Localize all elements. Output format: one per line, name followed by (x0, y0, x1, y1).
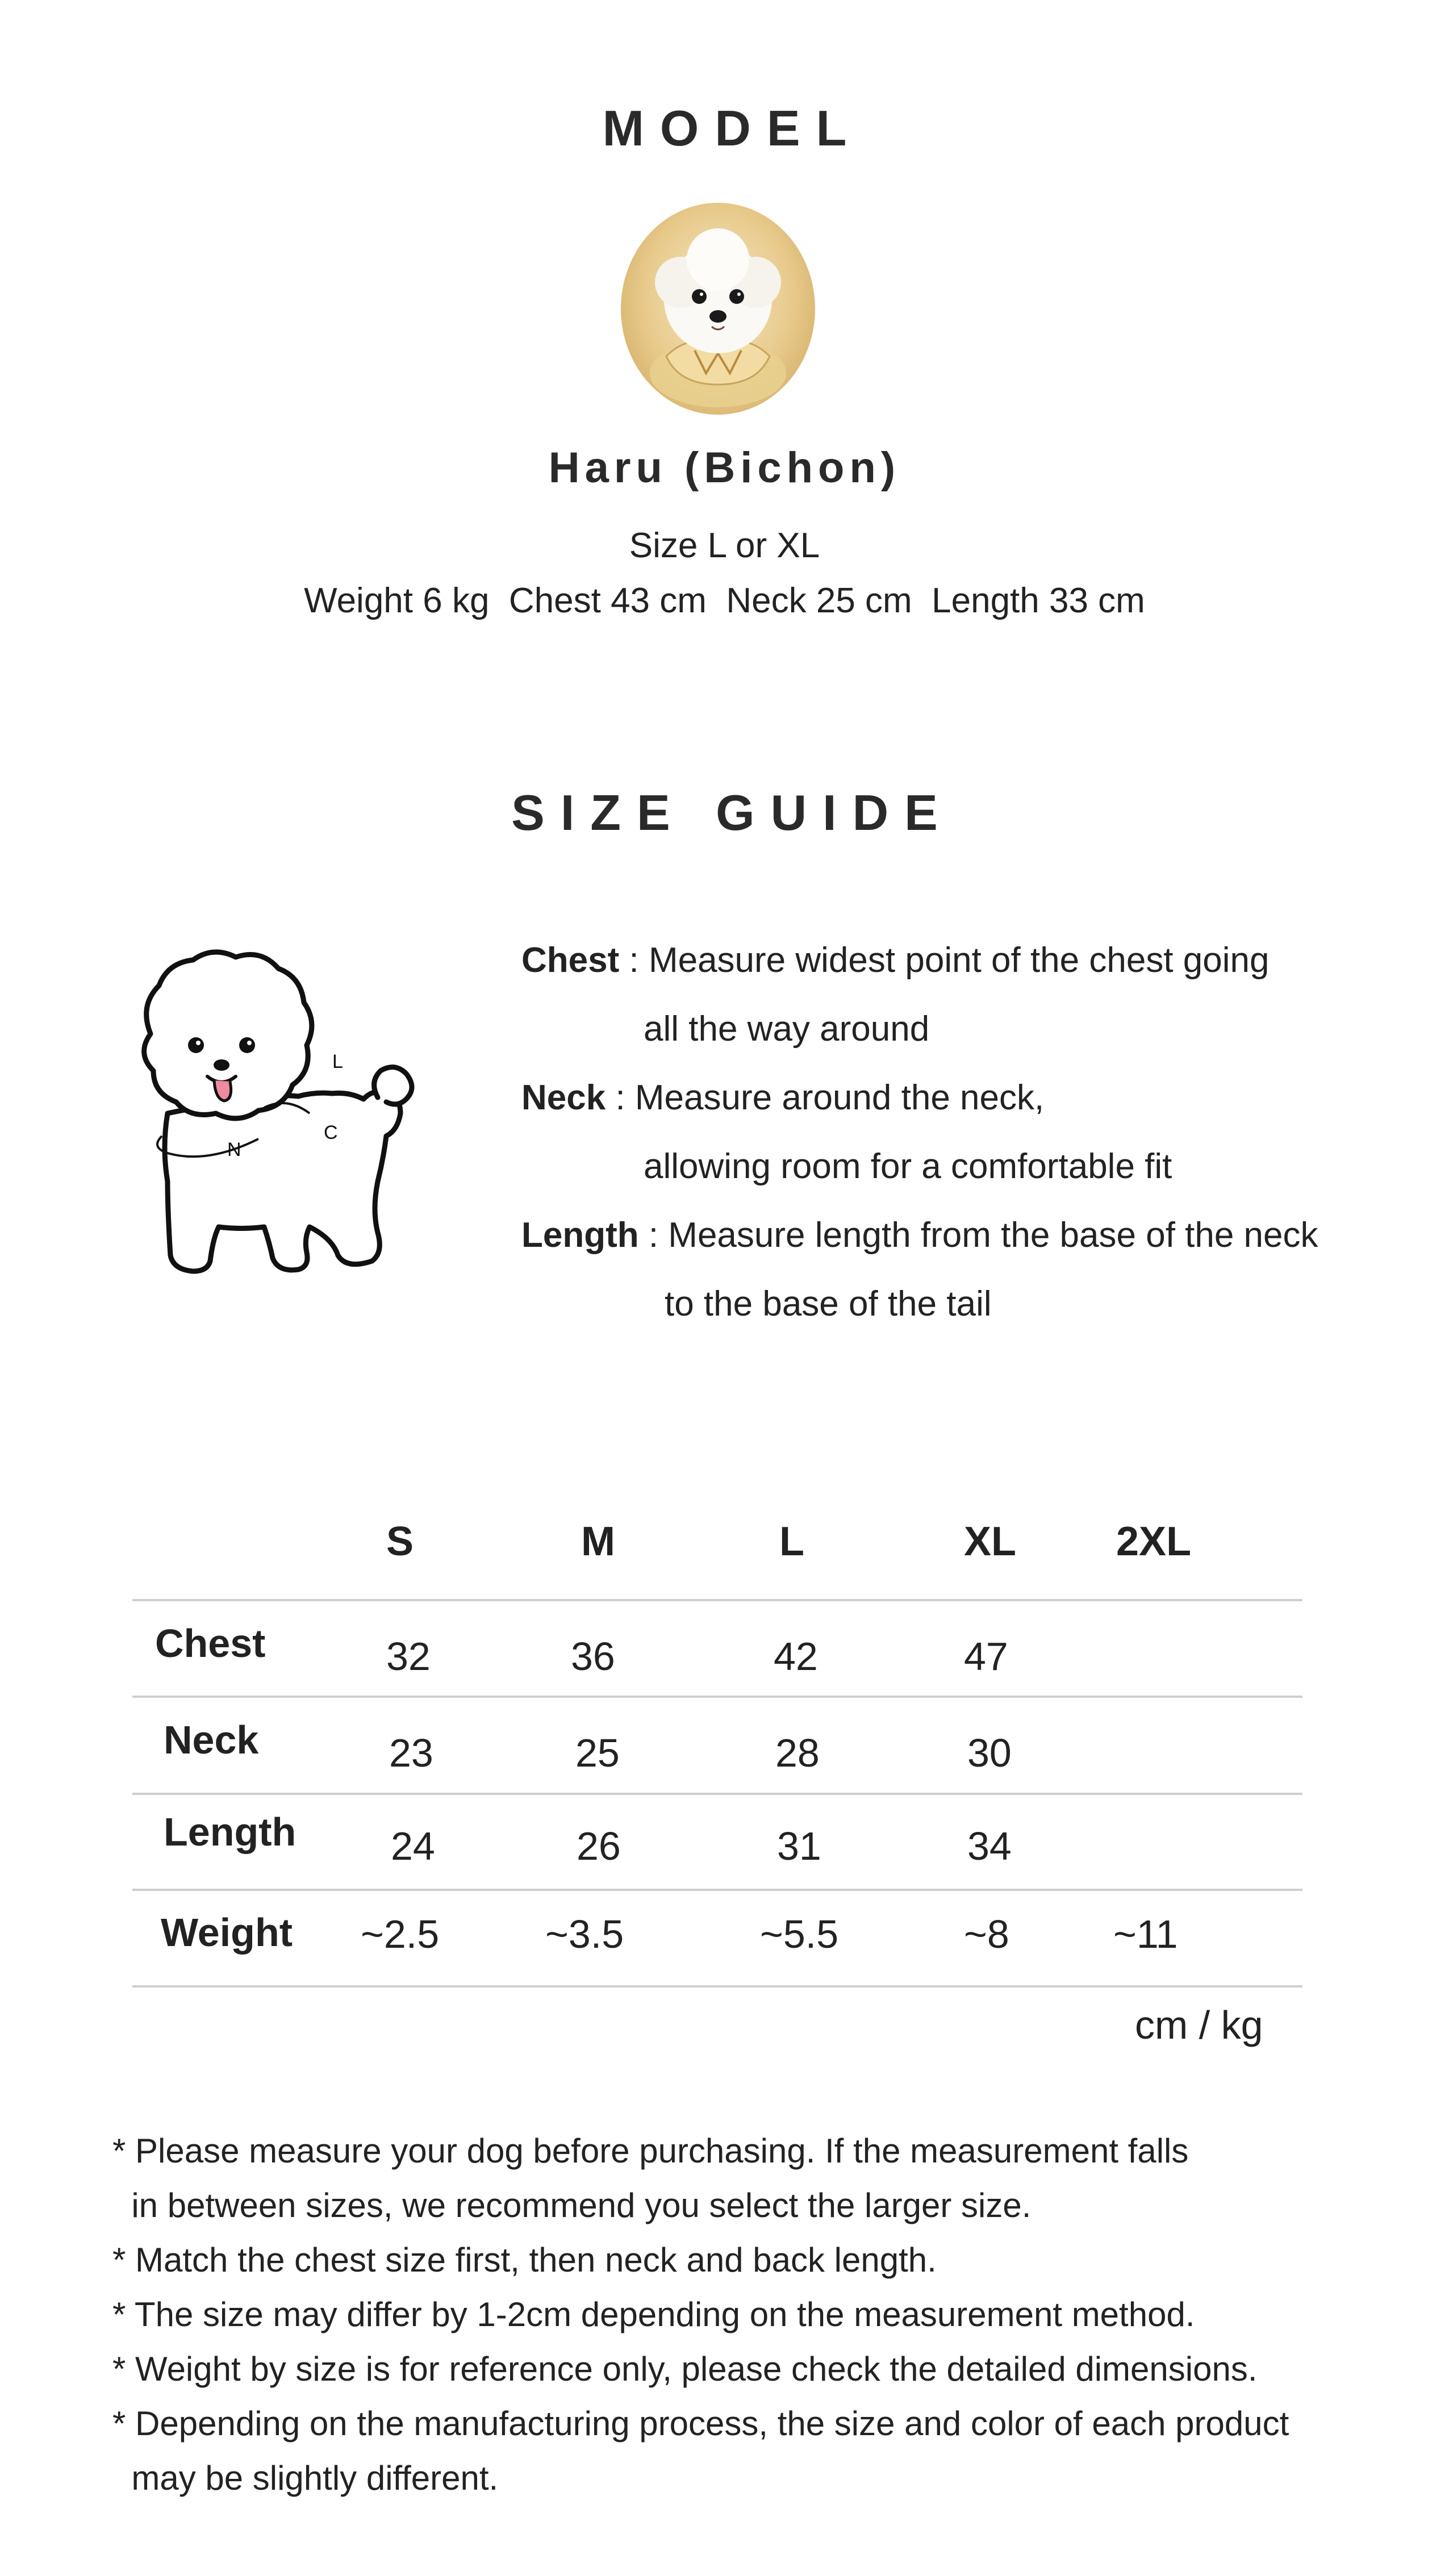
table-rule (132, 1889, 1302, 1891)
neck-description: : Measure around the neck, (606, 1078, 1045, 1117)
note-line: * Please measure your dog before purchasing. If the measurement falls (112, 2132, 1189, 2170)
model-name: Haru (Bichon) (548, 444, 901, 492)
size-guide-title: SIZE GUIDE (511, 784, 954, 841)
model-photo (621, 203, 815, 415)
table-cell: ~2.5 (361, 1912, 440, 1956)
header-s: S (386, 1519, 414, 1564)
neck-definition-cont: allowing room for a comfortable fit (644, 1147, 1172, 1186)
row-label-chest: Chest (155, 1621, 266, 1665)
table-cell: ~11 (1113, 1912, 1178, 1956)
length-mark-label: L (332, 1051, 343, 1072)
table-cell: 34 (967, 1824, 1012, 1868)
header-l: L (779, 1519, 804, 1564)
table-cell: 25 (575, 1731, 620, 1775)
table-rule (132, 1793, 1302, 1795)
table-cell: 47 (964, 1634, 1008, 1679)
header-xl: XL (964, 1519, 1017, 1564)
header-m: M (581, 1519, 615, 1564)
neck-definition (521, 1078, 1044, 1118)
table-cell: 28 (775, 1731, 820, 1775)
model-measurements: Weight 6 kg Chest 43 cm Neck 25 cm Length 33 cm (304, 581, 1145, 620)
length-description: : Measure length from the base of the neck (638, 1216, 1318, 1255)
table-rule (132, 1985, 1302, 1988)
chest-definition-cont: all the way around (644, 1009, 930, 1049)
row-label-weight: Weight (161, 1910, 293, 1955)
note-line: * Weight by size is for reference only, please check the detailed dimensions. (112, 2350, 1258, 2388)
neck-mark-label: N (227, 1139, 241, 1160)
length-term: Length (521, 1216, 639, 1255)
chest-mark-label: C (324, 1122, 338, 1143)
unit-label: cm / kg (1135, 2003, 1263, 2047)
bichon-dog-illustration-icon (128, 943, 423, 1284)
table-cell: ~8 (964, 1912, 1009, 1956)
model-size: Size L or XL (629, 526, 820, 565)
table-cell: 36 (571, 1634, 615, 1679)
table-cell: 26 (577, 1824, 621, 1868)
note-line: * Match the chest size first, then neck and back length. (112, 2241, 937, 2279)
note-line: * The size may differ by 1-2cm depending on the measurement method. (112, 2295, 1195, 2333)
table-cell: 24 (391, 1824, 435, 1868)
table-cell: 30 (967, 1731, 1012, 1775)
length-definition-cont: to the base of the tail (665, 1284, 992, 1324)
model-title: MODEL (602, 100, 863, 156)
note-line: may be slightly different. (112, 2459, 499, 2497)
table-cell: 42 (774, 1634, 818, 1679)
table-cell: ~3.5 (545, 1912, 624, 1956)
header-2xl: 2XL (1116, 1519, 1192, 1564)
chest-term: Chest (521, 941, 620, 980)
chest-description: : Measure widest point of the chest going (619, 941, 1270, 980)
table-rule (132, 1599, 1302, 1601)
note-line: in between sizes, we recommend you select the larger size. (112, 2186, 1032, 2224)
row-label-length: Length (164, 1810, 297, 1854)
table-cell: 31 (777, 1824, 821, 1868)
note-line: * Depending on the manufacturing process, the size and color of each product (112, 2404, 1289, 2443)
row-label-neck: Neck (164, 1718, 259, 1762)
table-cell: 23 (389, 1731, 433, 1775)
bichon-dog-photo-icon (621, 203, 815, 415)
table-cell: ~5.5 (760, 1912, 839, 1956)
chest-definition (521, 940, 1269, 980)
length-definition (521, 1215, 1318, 1255)
table-rule (132, 1696, 1302, 1698)
dog-illustration (128, 943, 423, 1284)
table-cell: 32 (386, 1634, 431, 1679)
neck-term: Neck (521, 1078, 606, 1117)
